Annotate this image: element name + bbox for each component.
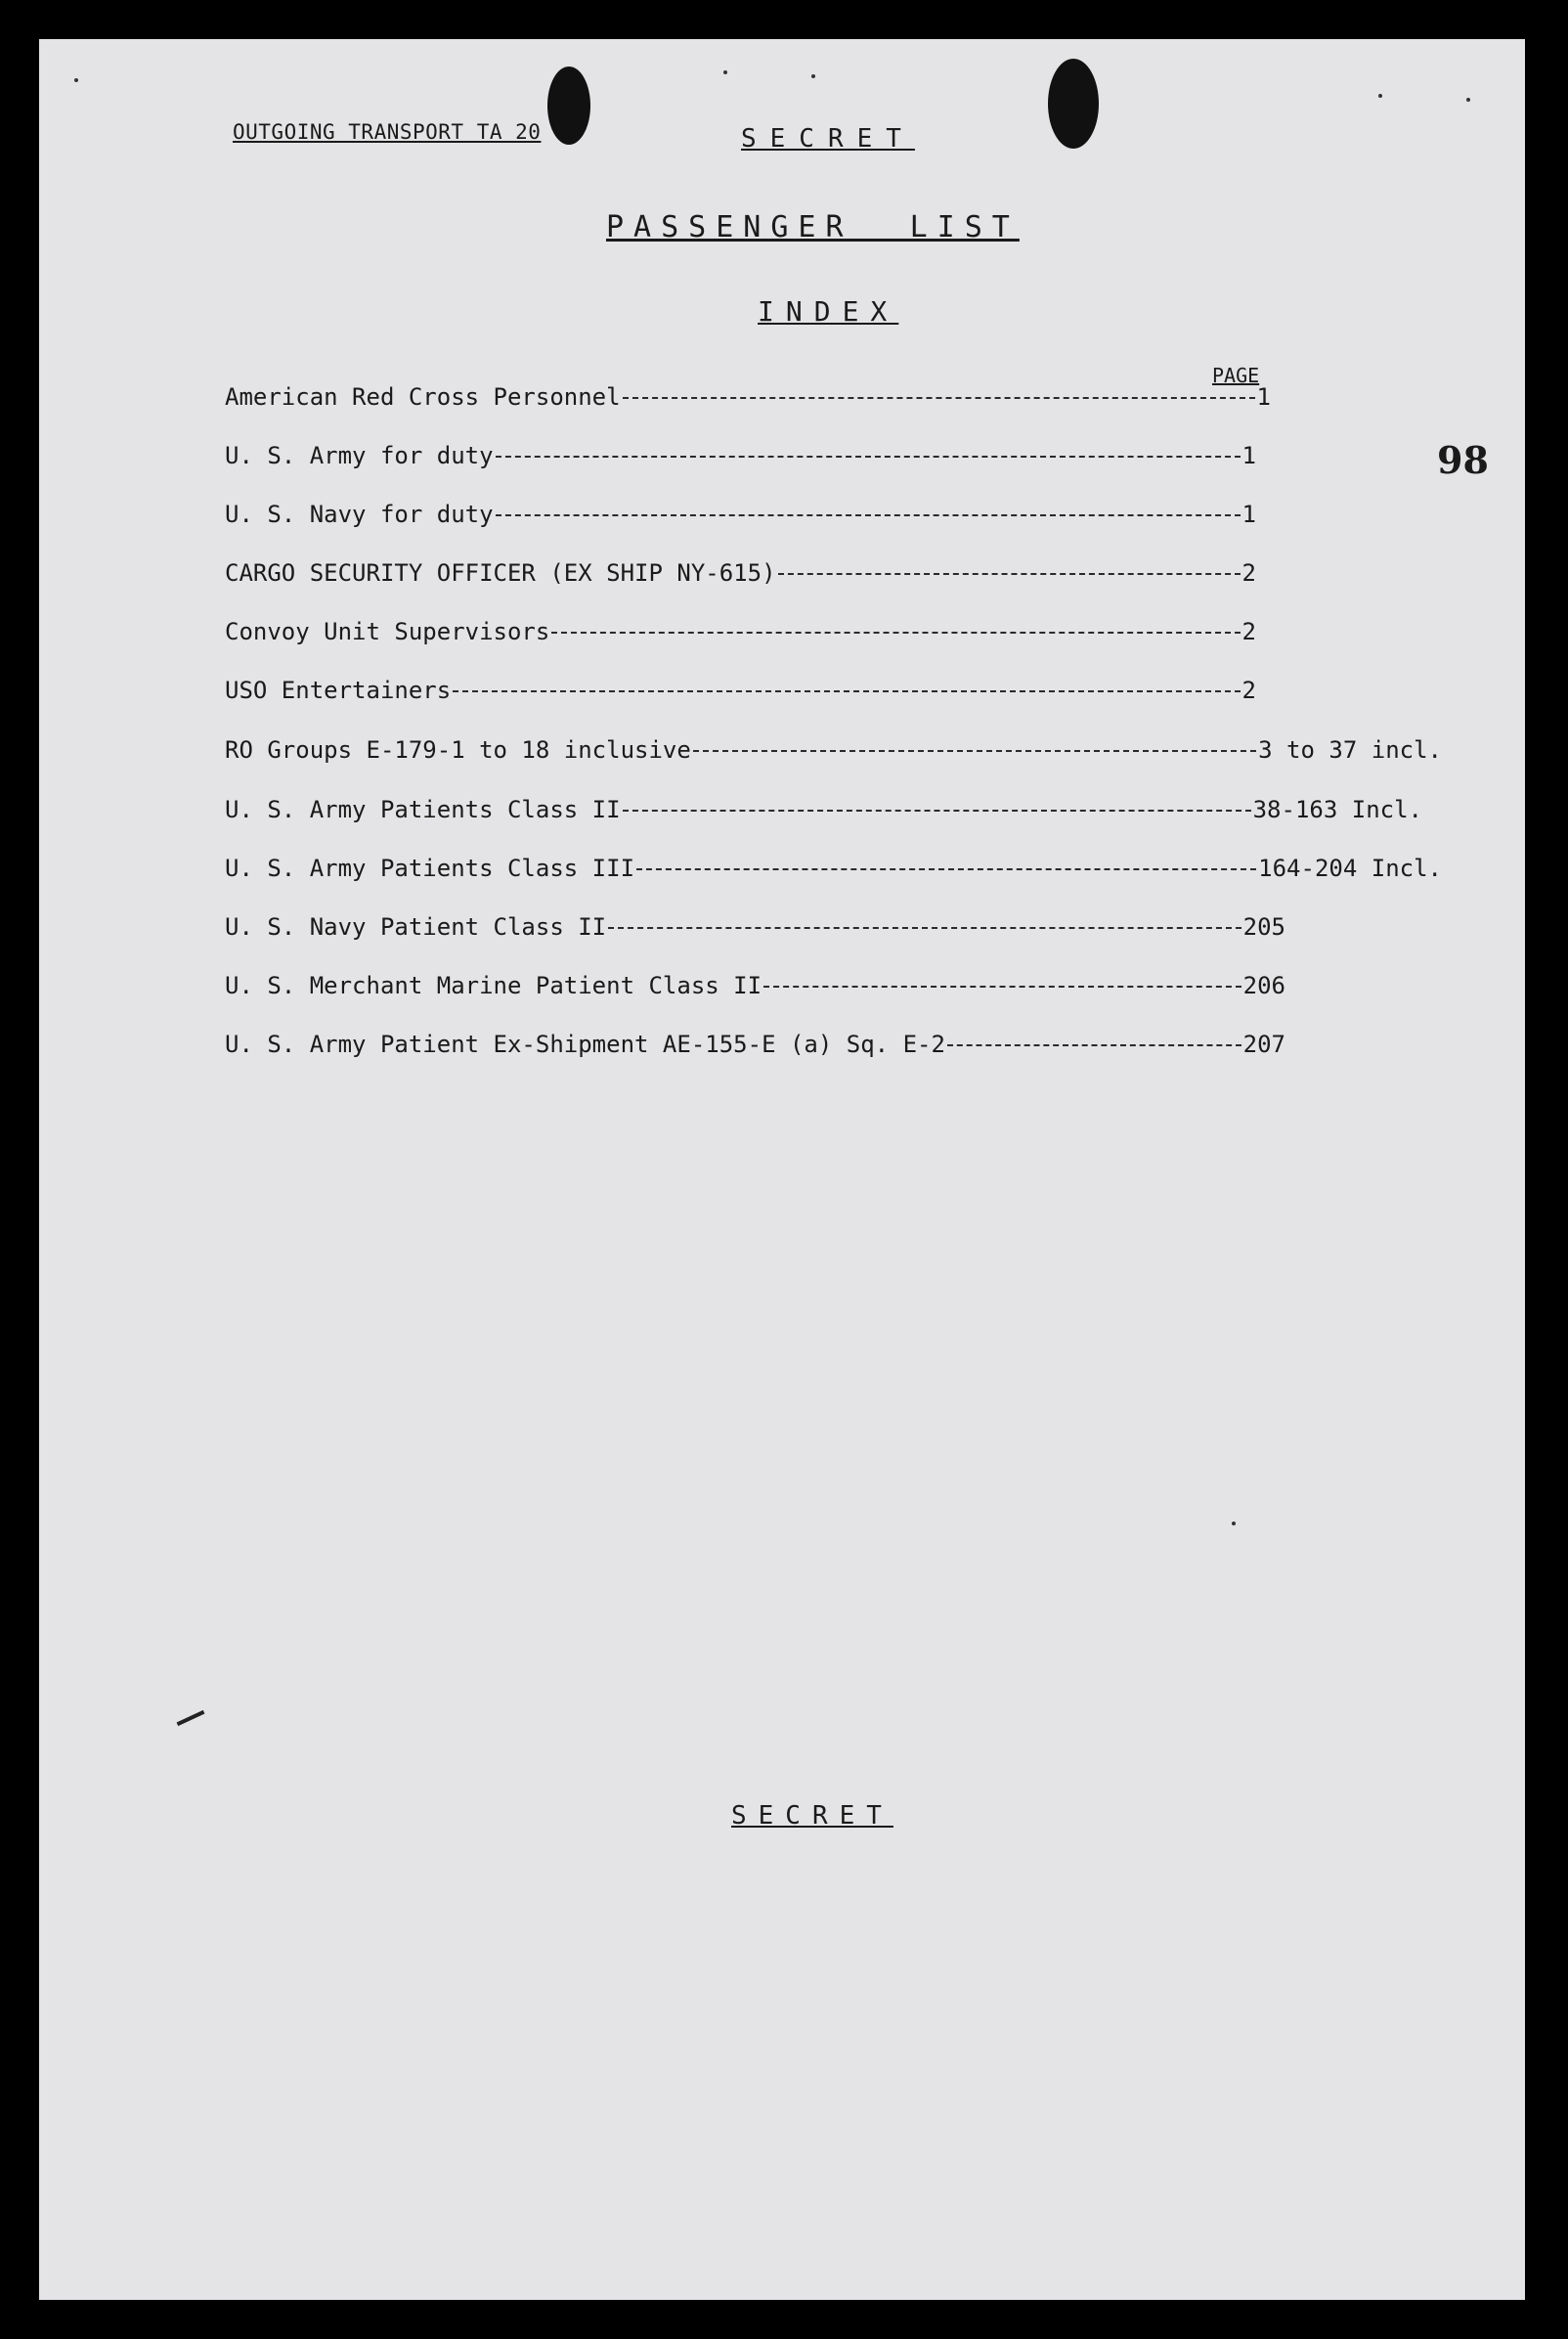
dot-leader	[947, 1044, 1241, 1046]
document-title: PASSENGER LIST	[606, 210, 1020, 244]
entry-page: 205	[1242, 913, 1285, 941]
index-entry	[225, 501, 1256, 540]
index-entry	[225, 972, 1285, 1011]
index-entry	[225, 855, 1442, 894]
classification-top: SECRET	[741, 124, 915, 154]
speck	[1466, 98, 1470, 102]
entry-label: U. S. Army for duty	[225, 442, 494, 469]
index-entry	[225, 559, 1256, 598]
entry-page: 206	[1242, 972, 1285, 999]
entry-label: U. S. Army Patients Class II	[225, 796, 621, 823]
dot-leader	[551, 632, 1240, 634]
speck	[74, 78, 78, 82]
speck	[723, 70, 727, 74]
index-entry	[225, 736, 1442, 775]
entry-label: U. S. Army Patients Class III	[225, 855, 635, 882]
sheet-number: 98	[1437, 438, 1489, 482]
index-entry	[225, 913, 1285, 952]
speck	[811, 74, 815, 78]
index-entry	[225, 1031, 1285, 1070]
entry-page: 3 to 37 incl.	[1258, 736, 1442, 764]
entry-label: U. S. Navy for duty	[225, 501, 494, 528]
dot-leader	[623, 397, 1255, 399]
entry-label: Convoy Unit Supervisors	[225, 618, 550, 645]
dot-leader	[778, 573, 1241, 575]
entry-label: U. S. Navy Patient Class II	[225, 913, 607, 941]
dot-leader	[763, 986, 1241, 988]
entry-page: 2	[1241, 677, 1256, 704]
entry-page: 1	[1241, 442, 1256, 469]
dot-leader	[623, 810, 1251, 812]
entry-page: 2	[1241, 559, 1256, 587]
transport-heading: OUTGOING TRANSPORT TA 20	[233, 120, 542, 144]
dot-leader	[496, 456, 1241, 458]
index-entry	[225, 796, 1422, 835]
document-page	[39, 39, 1525, 2300]
entry-label: RO Groups E-179-1 to 18 inclusive	[225, 736, 691, 764]
entry-page: 1	[1256, 383, 1271, 411]
index-entry	[225, 677, 1256, 716]
entry-label: U. S. Army Patient Ex-Shipment AE-155-E (a) Sq. E-2	[225, 1031, 945, 1058]
entry-page: 38-163 Incl.	[1252, 796, 1422, 823]
dot-leader	[453, 690, 1240, 692]
entry-label: American Red Cross Personnel	[225, 383, 621, 411]
entry-label: USO Entertainers	[225, 677, 452, 704]
index-entry	[225, 383, 1271, 422]
dot-leader	[608, 927, 1241, 929]
dot-leader	[496, 514, 1241, 516]
entry-page: 207	[1242, 1031, 1285, 1058]
dot-leader	[636, 868, 1256, 870]
classification-bottom: SECRET	[731, 1801, 893, 1831]
speck	[1232, 1522, 1236, 1525]
index-heading: INDEX	[758, 295, 899, 328]
entry-label: CARGO SECURITY OFFICER (EX SHIP NY-615)	[225, 559, 776, 587]
index-entry	[225, 442, 1256, 481]
entry-page: 164-204 Incl.	[1258, 855, 1442, 882]
binder-hole-right	[1048, 59, 1099, 149]
speck	[1378, 94, 1382, 98]
dot-leader	[693, 750, 1256, 752]
page-column-header: PAGE	[1212, 364, 1260, 387]
entry-page: 1	[1241, 501, 1256, 528]
entry-label: U. S. Merchant Marine Patient Class II	[225, 972, 762, 999]
index-entry	[225, 618, 1256, 657]
binder-hole-left	[547, 66, 590, 145]
entry-page: 2	[1241, 618, 1256, 645]
